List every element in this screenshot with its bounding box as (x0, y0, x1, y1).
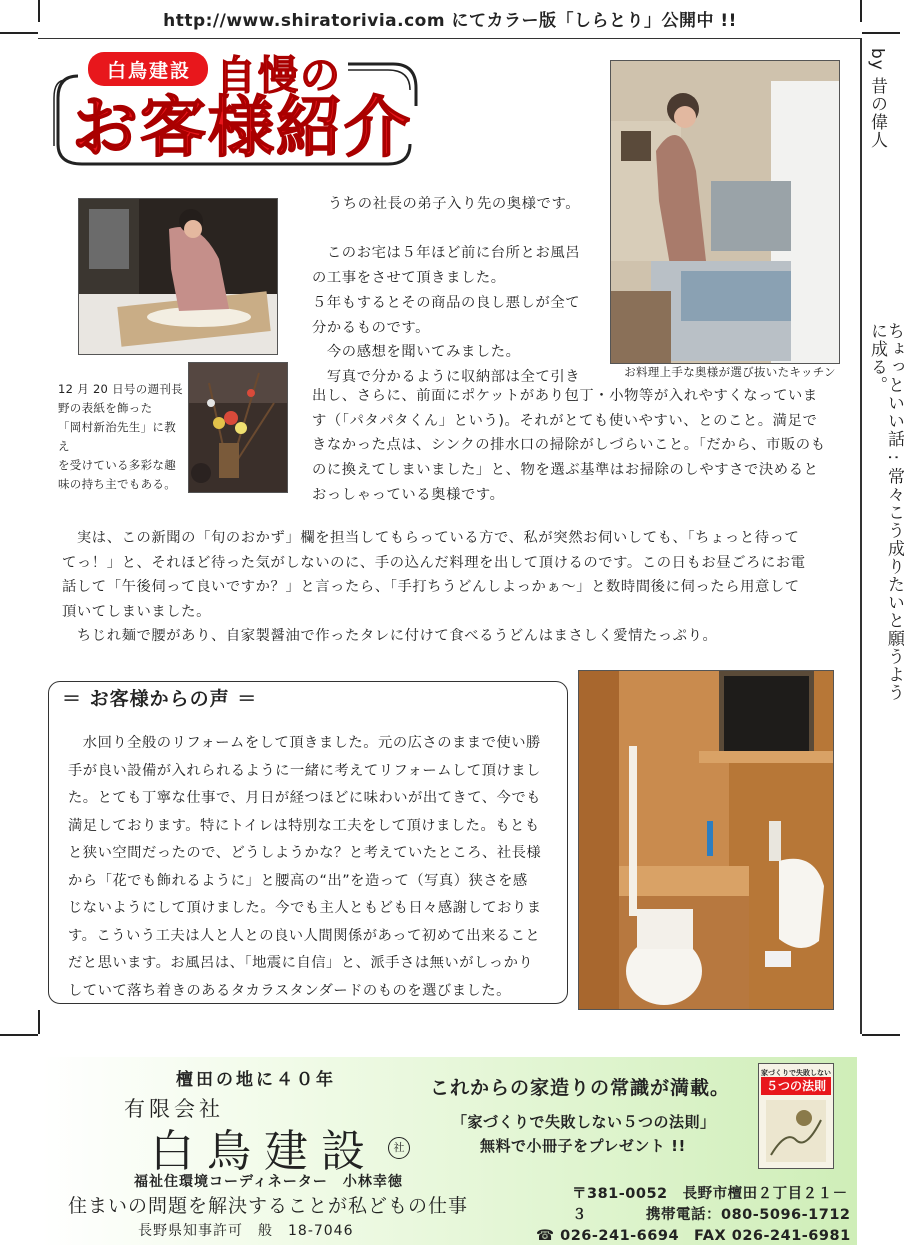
voice-line: していて落ち着きのあるタカラスタンダードのものを選びました。 (68, 982, 511, 999)
intro-line: ５年もするとその商品の良し悪しが全て (312, 294, 581, 311)
intro-line: このお宅は５年ほど前に台所とお風呂 (312, 245, 581, 262)
title-pride: 自慢の (216, 53, 342, 99)
ikebana-photo (188, 362, 288, 493)
booklet-cover-image (758, 1063, 834, 1169)
voice-line: と狭い空間だったので、どうしようかな？と考えていたところ、社長様 (68, 845, 542, 861)
intro-line (312, 217, 602, 242)
footer-license: 長野県知事許可 般 18-7046 (138, 1223, 354, 1239)
kitchen-description (312, 384, 852, 508)
booklet-cover-title: ５つの法則 (761, 1077, 831, 1095)
story-text (62, 526, 852, 649)
website-url-line: http://www.shiratorivia.com にてカラー版「しらとり」公開中 !! (163, 11, 737, 31)
voice-line: す。こういう工夫は人と人との良い人間関係があって初めて出来ること (68, 927, 541, 944)
ikebana-caption (58, 380, 186, 494)
caption-line: 野の表紙を飾った (58, 401, 153, 415)
footer-company-name: 白鳥建設 (150, 1126, 378, 1177)
footer-headline: これからの家造りの常識が満載。 (430, 1077, 731, 1099)
description-line: す（「パタパタくん」という)。それがとても使いやすい、とのこと。満足で (312, 412, 818, 429)
intro-text (312, 192, 602, 390)
description-line: きなかった点は、シンクの排水口の掃除がしづらいこと。「だから、市販のも (312, 437, 826, 454)
voice-line: じないようにして頂けました。今でも主人ともども日々感謝しておりま (68, 900, 542, 916)
side-column-author: by 昔の偉人 (867, 48, 887, 150)
caption-line: 「岡村新治先生」に教え (58, 420, 176, 453)
footer-mission: 住まいの問題を解決することが私どもの仕事 (68, 1195, 469, 1217)
side-divider (860, 38, 862, 1034)
intro-line: うちの社長の弟子入り先の奥様です。 (328, 196, 581, 212)
voice-line: 手が良い設備が入れられるように一緒に考えてリフォームして頂けまし (68, 762, 541, 779)
story-line: ちじれ麺で腰があり、自家製醤油で作ったタレに付けて食べるうどんはまさしく愛情たっぷり。 (62, 628, 718, 644)
feature-title (48, 46, 428, 174)
intro-line: 写真で分かるように収納部は全て引き (312, 368, 581, 385)
toilet-photo (578, 670, 834, 1010)
company-seal: 社 (388, 1137, 410, 1159)
company-advertisement (42, 1057, 857, 1245)
description-line: 出し、さらに、前面にポケットがあり包丁・小物等が入れやすくなっていま (312, 388, 818, 404)
footer-offer-booklet: 「家づくりで失敗しない５つの法則」 (452, 1113, 716, 1131)
footer-phone-fax: ☎ 026-241-6694 FAX 026-241-6981 (536, 1228, 851, 1244)
caption-line: 味の持ち主でもある。 (58, 477, 176, 491)
footer-address: 〒381-0052 長野市檀田２丁目２１－３ (572, 1186, 848, 1223)
booklet-cover-illustration (766, 1100, 826, 1162)
voice-line: から「花でも飾れるように」と腰高の“出”を造って（写真）狭さを感 (68, 872, 528, 889)
voice-line: た。とても丁寧な仕事で、月日が経つほどに味わいが出てきて、今でも (68, 790, 541, 806)
customer-voice-title: ＝ お客様からの声 ＝ (62, 688, 258, 710)
story-line: 話して「午後伺って良いですか？」と言ったら、「手打ちうどんしよっかぁ〜」と数時間後に伺ったら用意して (62, 579, 800, 595)
story-line: てっ！」と、それほど待った気がしないのに、手の込んだ料理を出して頂けるのです。この日もお昼ごろにお電 (62, 554, 806, 571)
voice-line: だと思います。お風呂は、「地震に自信」と、派手さは無いがしっかり (68, 955, 534, 971)
customer-voice-text (68, 730, 554, 1005)
side-column-title: ちょっといい話 : 常々こう成りたいと願うように成る。 (867, 322, 904, 702)
story-line: 頂いてしまいました。 (62, 603, 211, 620)
caption-line: 12 月 20 日号の週刊長 (58, 382, 183, 396)
caption-line: を受けている多彩な趣 (58, 458, 176, 472)
title-customer-intro: お客様紹介 (72, 89, 412, 166)
footer-tagline: 檀田の地に４０年 (176, 1070, 336, 1090)
intro-line: 分かるものです。 (312, 319, 431, 336)
kitchen-photo (610, 60, 840, 364)
footer-offer-free: 無料で小冊子をプレゼント !! (480, 1137, 686, 1155)
footer-mobile: 携帯電話：080-5096-1712 (646, 1207, 851, 1223)
voice-line: 水回り全般のリフォームをして頂きました。元の広さのままで使い勝 (68, 735, 541, 751)
voice-line: 満足しております。特にトイレは特別な工夫をして頂けました。もとも (68, 817, 540, 834)
description-line: おっしゃっている奥様です。 (312, 486, 505, 503)
footer-coordinator: 福祉住環境コーディネーター 小林幸徳 (134, 1174, 403, 1190)
description-line: のに換えてしまいました」と、物を選ぶ基準はお掃除のしやすさで決めると (312, 462, 819, 479)
booklet-cover-top: 家づくりで失敗しない (761, 1069, 831, 1077)
intro-line: の工事をさせて頂きました。 (312, 270, 506, 287)
story-line: 実は、この新聞の「旬のおかず」欄を担当してもらっている方で、私が突然お伺いしても、「ちょっと待って (62, 530, 800, 546)
intro-line: 今の感想を聞いてみました。 (312, 344, 521, 361)
udon-making-photo (78, 198, 278, 355)
title-company: 白鳥建設 (106, 60, 191, 82)
kitchen-caption: お料理上手な奥様が選び抜いたキッチン (624, 365, 836, 379)
footer-company-type: 有限会社 (124, 1097, 224, 1121)
